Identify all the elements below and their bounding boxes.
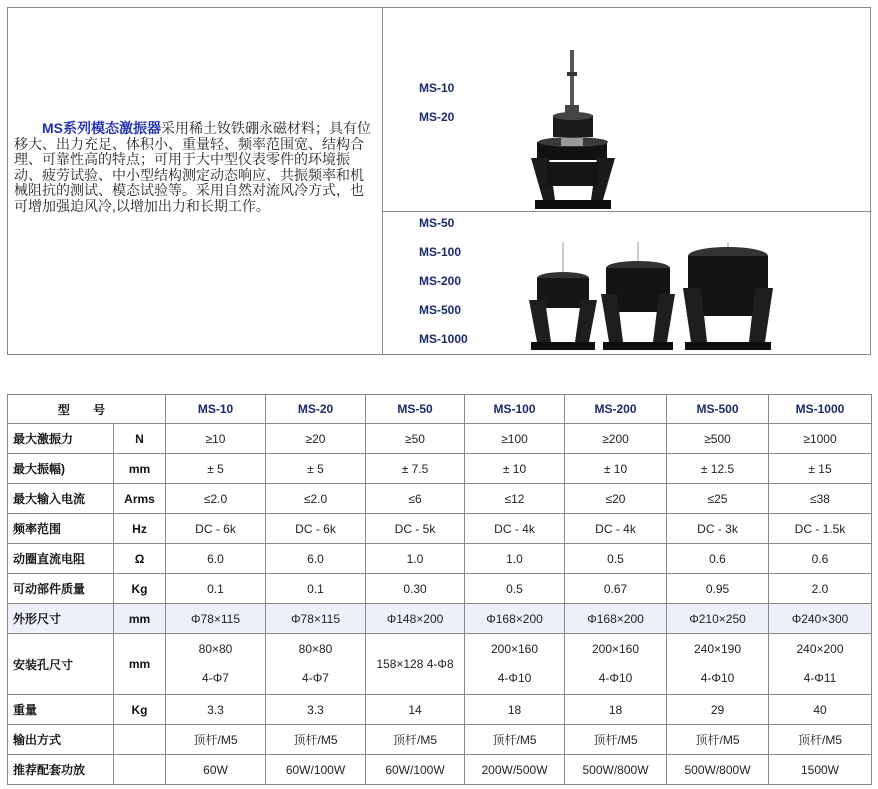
value-cell: 200W/500W (465, 755, 565, 785)
large-exciters-photo (523, 242, 853, 354)
param-label: 输出方式 (8, 725, 114, 755)
value-line: 200×160 (591, 642, 640, 656)
value-cell: 29 (667, 695, 769, 725)
value-cell: ≥200 (565, 424, 667, 454)
value-cell (565, 634, 667, 695)
value-line: 158×128 4-Φ8 (376, 656, 454, 671)
value-cell: 18 (465, 695, 565, 725)
value-cell: 0.95 (667, 574, 769, 604)
model-label: MS-50 (419, 216, 455, 230)
value-cell: Φ240×300 (769, 604, 872, 634)
value-cell: DC - 4k (565, 514, 667, 544)
value-cell: DC - 4k (465, 514, 565, 544)
value-cell (667, 634, 769, 695)
value-cell: 1.0 (465, 544, 565, 574)
param-label: 推荐配套功放 (8, 755, 114, 785)
model-header: MS-500 (667, 395, 769, 424)
value-cell (366, 634, 465, 695)
table-row (8, 574, 872, 604)
value-cell: 18 (565, 695, 667, 725)
value-line: 240×200 (796, 642, 844, 656)
param-label: 重量 (8, 695, 114, 725)
value-line: 4-Φ10 (497, 671, 532, 685)
value-cell: 顶杆/M5 (266, 725, 366, 755)
value-cell: ≤2.0 (166, 484, 266, 514)
value-cell: 40 (769, 695, 872, 725)
value-cell (769, 634, 872, 695)
intro-text (14, 121, 374, 214)
value-cell: 60W (166, 755, 266, 785)
value-cell (166, 634, 266, 695)
value-cell: 0.5 (565, 544, 667, 574)
value-cell: Φ78×115 (266, 604, 366, 634)
value-cell: 500W/800W (667, 755, 769, 785)
value-cell: 6.0 (166, 544, 266, 574)
unit-label: Kg (114, 574, 166, 604)
unit-label: mm (114, 454, 166, 484)
value-cell: 3.3 (266, 695, 366, 725)
value-cell: Φ168×200 (465, 604, 565, 634)
table-row (8, 454, 872, 484)
value-line: 4-Φ7 (302, 671, 329, 685)
value-cell: DC - 6k (166, 514, 266, 544)
value-cell: DC - 6k (266, 514, 366, 544)
param-label: 安装孔尺寸 (8, 634, 114, 695)
value-cell: ≥10 (166, 424, 266, 454)
value-cell: 60W/100W (366, 755, 465, 785)
model-header: MS-100 (465, 395, 565, 424)
unit-label: N (114, 424, 166, 454)
value-cell: 0.6 (667, 544, 769, 574)
value-cell: ± 10 (465, 454, 565, 484)
image-cell-large-models (383, 212, 870, 354)
value-cell: 0.5 (465, 574, 565, 604)
value-line: 200×160 (490, 642, 539, 656)
value-cell: 1.0 (366, 544, 465, 574)
table-row (8, 604, 872, 634)
image-cell-small-models (383, 8, 870, 212)
product-description: 采用稀土钕铁硼永磁材料；具有位移大、出力充足、体积小、重量轻、频率范围宽、结构合理、可靠性高的特点；可用于大中型仪表零件的环境振动、疲劳试验、中小型结构测定动态响应、共振频率和机械阻抗的测试、模态试验等。采用自然对流风冷方式，也可增加强迫风冷,以增加出力和长期工作。 (14, 120, 371, 214)
value-cell: ± 5 (266, 454, 366, 484)
unit-label: Ω (114, 544, 166, 574)
param-label: 最大激振力 (8, 424, 114, 454)
value-cell: 顶杆/M5 (565, 725, 667, 755)
value-cell: ≤2.0 (266, 484, 366, 514)
model-label: MS-100 (419, 245, 462, 259)
unit-label: Arms (114, 484, 166, 514)
value-cell (266, 634, 366, 695)
param-label: 最大振幅) (8, 454, 114, 484)
model-header: MS-20 (266, 395, 366, 424)
spec-body (8, 424, 872, 785)
value-cell: 顶杆/M5 (465, 725, 565, 755)
model-list-small (419, 81, 454, 139)
model-label: MS-500 (419, 303, 462, 317)
value-cell: ± 12.5 (667, 454, 769, 484)
param-label: 频率范围 (8, 514, 114, 544)
value-line: 80×80 (198, 642, 233, 656)
value-cell: 6.0 (266, 544, 366, 574)
table-row (8, 514, 872, 544)
value-line: 4-Φ11 (803, 671, 837, 685)
table-row (8, 695, 872, 725)
value-cell: ≥1000 (769, 424, 872, 454)
value-cell: ≥50 (366, 424, 465, 454)
value-cell: Φ210×250 (667, 604, 769, 634)
table-row (8, 634, 872, 695)
value-cell: Φ148×200 (366, 604, 465, 634)
product-name: MS系列模态激振器 (42, 120, 161, 136)
table-row (8, 755, 872, 785)
param-label: 动圈直流电阻 (8, 544, 114, 574)
value-cell: Φ168×200 (565, 604, 667, 634)
value-cell: 顶杆/M5 (667, 725, 769, 755)
value-cell: DC - 5k (366, 514, 465, 544)
value-cell: ≥20 (266, 424, 366, 454)
param-label: 可动部件质量 (8, 574, 114, 604)
unit-label: Kg (114, 695, 166, 725)
param-label: 最大输入电流 (8, 484, 114, 514)
value-cell: ± 15 (769, 454, 872, 484)
value-cell: 顶杆/M5 (769, 725, 872, 755)
value-cell: 顶杆/M5 (166, 725, 266, 755)
model-label: MS-10 (419, 81, 455, 95)
product-overview (7, 7, 871, 355)
value-line: 4-Φ7 (202, 671, 229, 685)
spec-table (7, 394, 872, 785)
value-cell: 0.30 (366, 574, 465, 604)
value-cell: 0.1 (266, 574, 366, 604)
value-cell: ≤12 (465, 484, 565, 514)
value-cell: 60W/100W (266, 755, 366, 785)
value-cell: Φ78×115 (166, 604, 266, 634)
model-header: MS-10 (166, 395, 266, 424)
value-cell: 500W/800W (565, 755, 667, 785)
model-header: MS-50 (366, 395, 465, 424)
value-cell: ≥500 (667, 424, 769, 454)
table-row (8, 424, 872, 454)
value-cell: 0.1 (166, 574, 266, 604)
model-label: MS-1000 (419, 332, 468, 346)
value-cell: 2.0 (769, 574, 872, 604)
header-label: 型 号 (8, 395, 166, 424)
value-line: 80×80 (298, 642, 333, 656)
value-cell: 顶杆/M5 (366, 725, 465, 755)
value-cell (465, 634, 565, 695)
value-cell: ± 10 (565, 454, 667, 484)
unit-label: Hz (114, 514, 166, 544)
value-cell: ≤20 (565, 484, 667, 514)
value-cell: 3.3 (166, 695, 266, 725)
model-label: MS-200 (419, 274, 462, 288)
value-line: 4-Φ10 (598, 671, 633, 685)
value-cell: ≤38 (769, 484, 872, 514)
model-label: MS-20 (419, 110, 455, 124)
table-row (8, 544, 872, 574)
model-header: MS-1000 (769, 395, 872, 424)
value-cell: 14 (366, 695, 465, 725)
value-line: 240×190 (693, 642, 742, 656)
header-row (8, 395, 872, 424)
value-cell: 0.67 (565, 574, 667, 604)
param-label: 外形尺寸 (8, 604, 114, 634)
value-cell: ± 5 (166, 454, 266, 484)
value-cell: 1500W (769, 755, 872, 785)
model-list-large (419, 216, 468, 361)
value-cell: ≥100 (465, 424, 565, 454)
unit-label (114, 725, 166, 755)
unit-label (114, 755, 166, 785)
model-header: MS-200 (565, 395, 667, 424)
table-row (8, 725, 872, 755)
small-exciter-photo (523, 50, 623, 212)
value-cell: ± 7.5 (366, 454, 465, 484)
unit-label: mm (114, 604, 166, 634)
unit-label: mm (114, 634, 166, 695)
value-cell: 0.6 (769, 544, 872, 574)
value-line: 4-Φ10 (700, 671, 735, 685)
value-cell: ≤25 (667, 484, 769, 514)
value-cell: DC - 1.5k (769, 514, 872, 544)
value-cell: ≤6 (366, 484, 465, 514)
value-cell: DC - 3k (667, 514, 769, 544)
table-row (8, 484, 872, 514)
intro-cell (8, 8, 383, 354)
